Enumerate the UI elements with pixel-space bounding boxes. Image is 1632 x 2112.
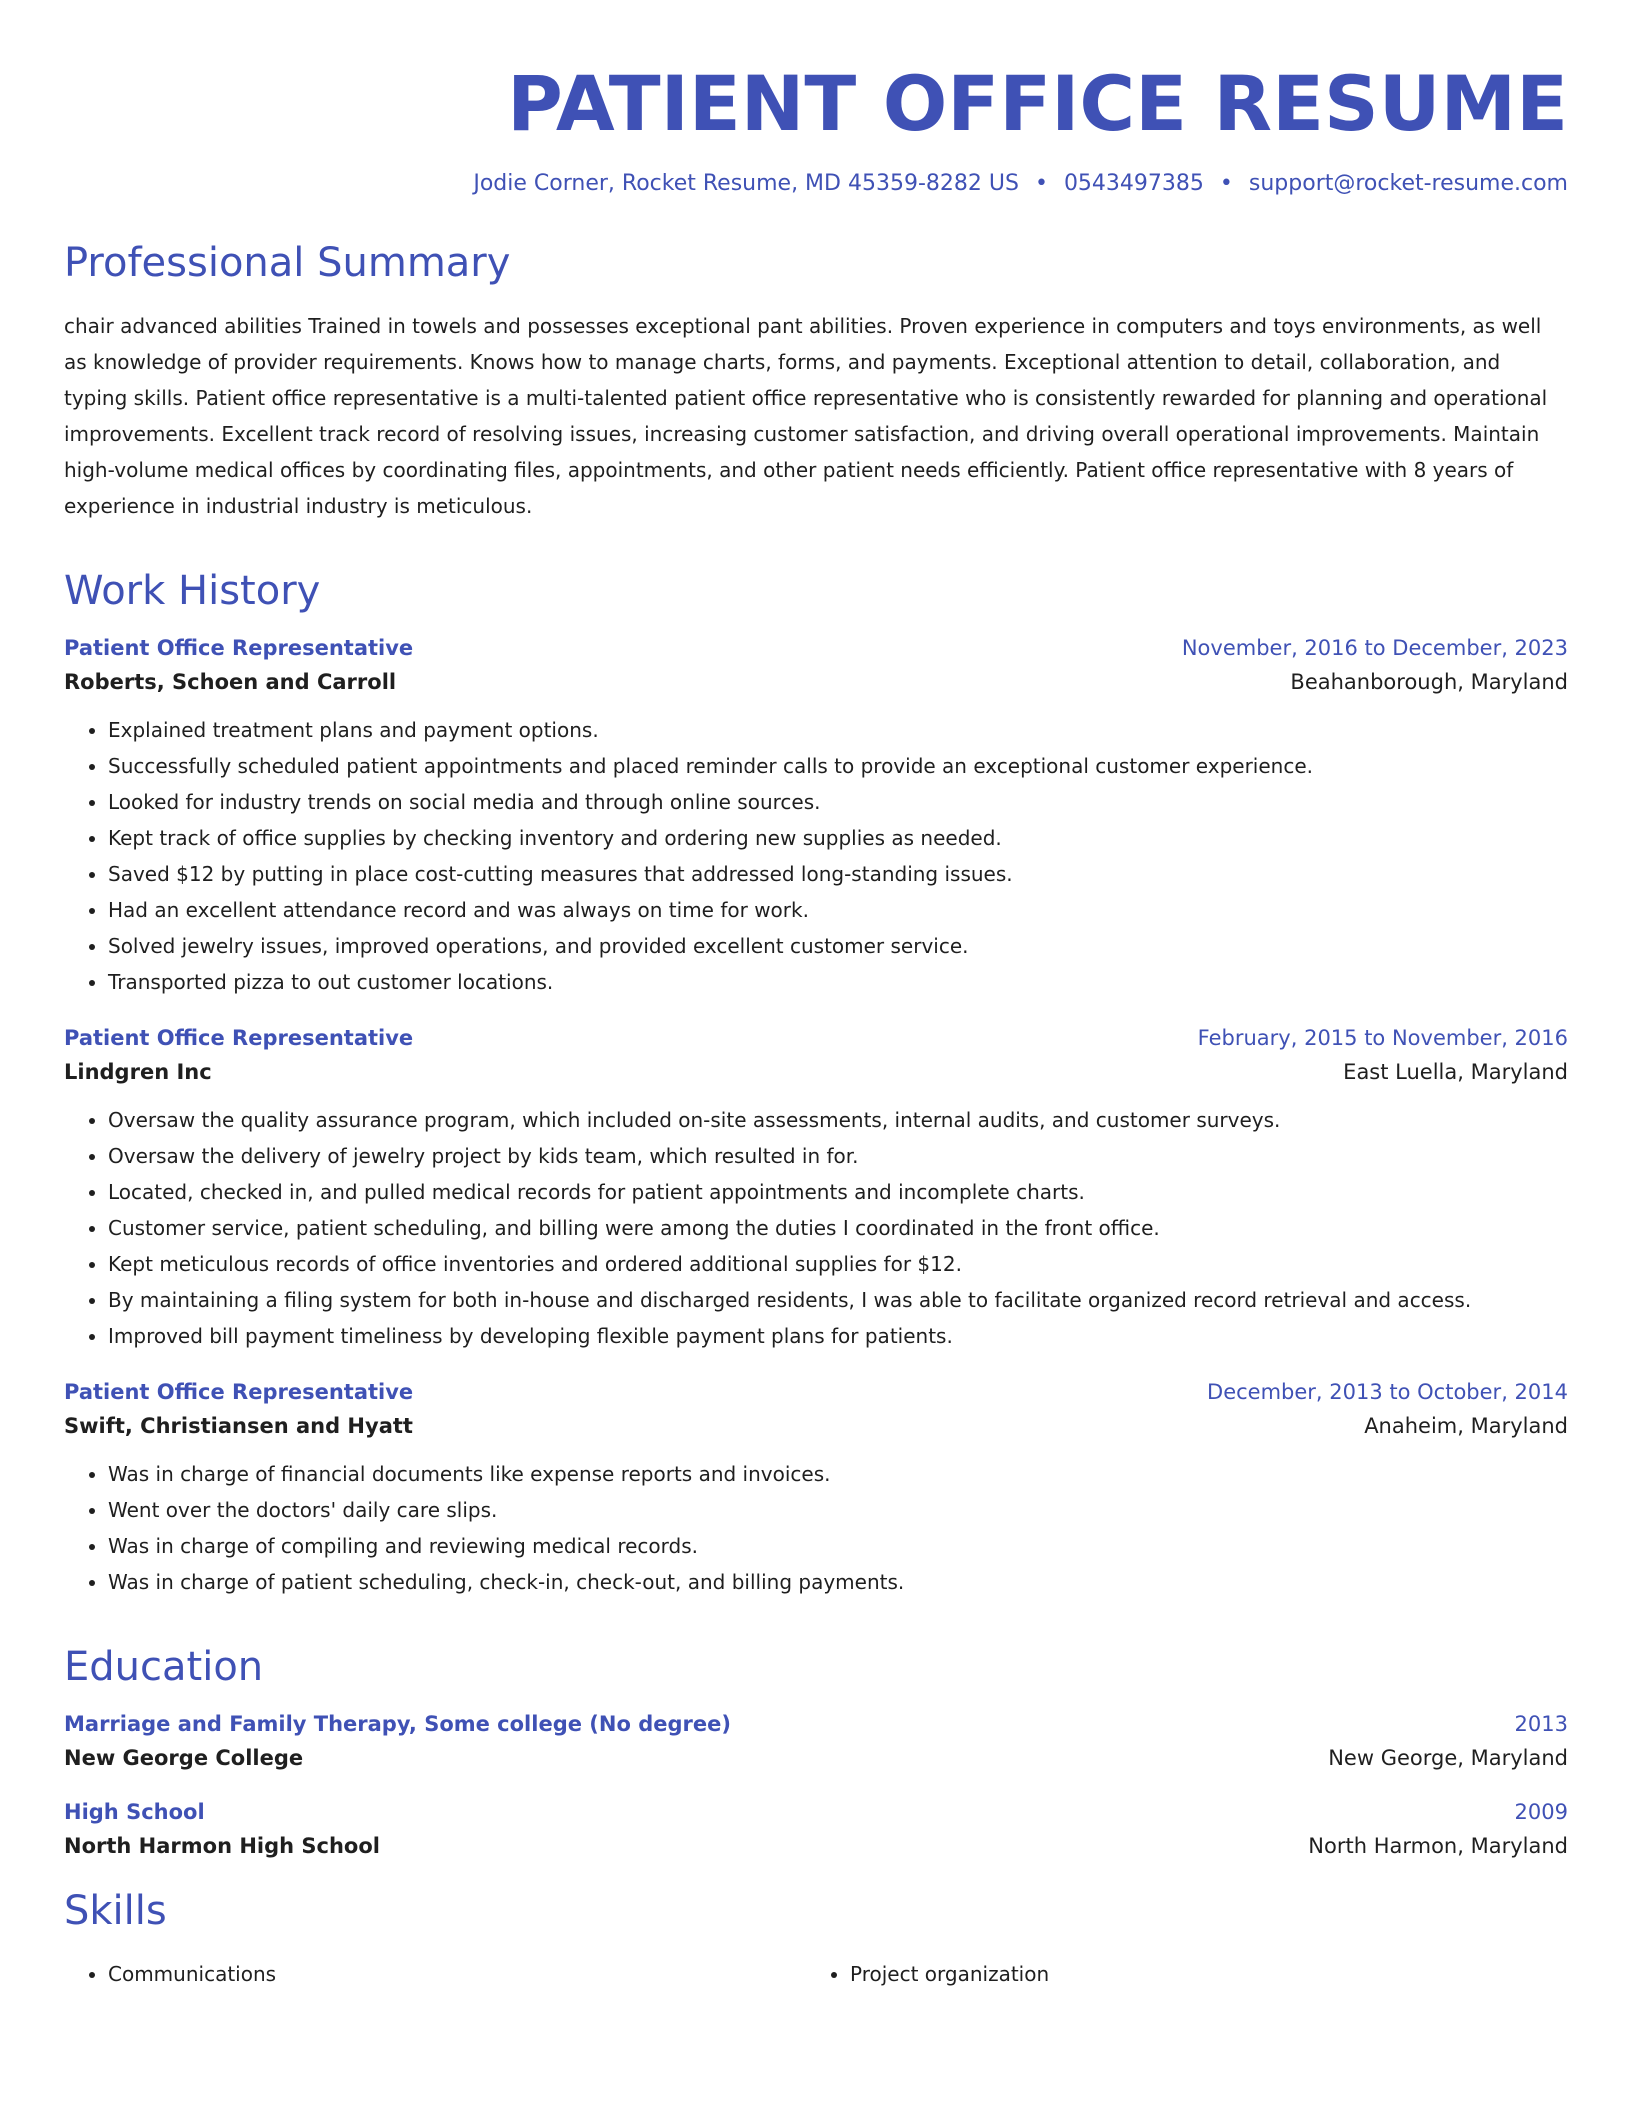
education-degree: High School (64, 1800, 205, 1825)
skills-column-left (64, 1956, 806, 1992)
summary-text: chair advanced abilities Trained in towels and possesses exceptional pant abilities. Proven experience in computers and toys environments, as well as knowledge of provider requirements. Knows how to manage charts, forms, and payments. Exceptional attention to detail, collaboration, and typing skills. Patient office representative is a multi-talented patient office representative who is consistently rewarded for planning and operational improvements. Excellent track record of resolving issues, increasing customer satisfaction, and driving overall operational improvements. Maintain high-volume medical offices by coordinating files, appointments, and other patient needs efficiently. Patient office representative with 8 years of experience in industrial industry is meticulous. (64, 314, 1548, 519)
education-heading: Education (64, 1644, 264, 1691)
job-location: Anaheim, Maryland (1364, 1414, 1568, 1439)
job-bullets (64, 1456, 1568, 1600)
contact-address: Jodie Corner, Rocket Resume, MD 45359-8282 US (473, 171, 1019, 197)
education-year: 2013 (1514, 1712, 1568, 1737)
job-employer: Swift, Christiansen and Hyatt (64, 1414, 413, 1439)
summary-heading: Professional Summary (64, 240, 511, 287)
contact-email: support@rocket-resume.com (1248, 171, 1568, 197)
job-dates: February, 2015 to November, 2016 (1197, 1026, 1568, 1051)
job-bullet: • Successfully scheduled patient appointments and placed reminder calls to provide an exceptional customer experience. (108, 748, 1568, 784)
job-dates: November, 2016 to December, 2023 (1181, 636, 1568, 661)
job-bullet: • Explained treatment plans and payment options. (108, 712, 1568, 748)
education-degree: Marriage and Family Therapy, Some college (No degree) (64, 1712, 731, 1737)
job-bullet: • Was in charge of financial documents like expense reports and invoices. (108, 1456, 1568, 1492)
skills-column-right (806, 1956, 1548, 1992)
job-bullet: • Oversaw the quality assurance program, which included on-site assessments, internal audits, and customer surveys. (108, 1102, 1568, 1138)
contact-phone: 0543497385 (1063, 171, 1204, 197)
education-entry (64, 1712, 1568, 1770)
education-school: New George College (64, 1746, 304, 1771)
job-bullet: • Located, checked in, and pulled medical records for patient appointments and incomplete charts. (108, 1174, 1568, 1210)
job-employer: Roberts, Schoen and Carroll (64, 670, 397, 695)
education-location: North Harmon, Maryland (1308, 1834, 1568, 1859)
education-year: 2009 (1514, 1800, 1568, 1825)
job-bullet: • Solved jewelry issues, improved operations, and provided excellent customer service. (108, 928, 1568, 964)
job-bullet: • Was in charge of compiling and reviewing medical records. (108, 1528, 1568, 1564)
job-bullet: • Went over the doctors' daily care slips. (108, 1492, 1568, 1528)
work-history-heading: Work History (64, 568, 321, 615)
job-employer: Lindgren Inc (64, 1060, 212, 1085)
job-bullet: • Improved bill payment timeliness by developing flexible payment plans for patients. (108, 1318, 1568, 1354)
job-bullets (64, 1102, 1568, 1354)
job-bullet: • Looked for industry trends on social media and through online sources. (108, 784, 1568, 820)
job-role: Patient Office Representative (64, 1026, 414, 1051)
education-location: New George, Maryland (1328, 1746, 1568, 1771)
education-school: North Harmon High School (64, 1834, 380, 1859)
contact-separator: • (1034, 171, 1048, 197)
contact-line (64, 171, 1568, 196)
contact-separator: • (1219, 171, 1233, 197)
job-bullet: • By maintaining a filing system for both in-house and discharged residents, I was able to facilitate organized record retrieval and access. (108, 1282, 1568, 1318)
job-bullet: • Kept meticulous records of office inventories and ordered additional supplies for $12. (108, 1246, 1568, 1282)
job-bullet: • Had an excellent attendance record and was always on time for work. (108, 892, 1568, 928)
job-bullets (64, 712, 1568, 1000)
skill-item: • Communications (108, 1956, 806, 1992)
job-entry (64, 1026, 1568, 1354)
job-location: East Luella, Maryland (1343, 1060, 1568, 1085)
job-bullet: • Kept track of office supplies by checking inventory and ordering new supplies as needed. (108, 820, 1568, 856)
job-entry (64, 636, 1568, 1000)
skill-item: • Project organization (850, 1956, 1548, 1992)
education-entry (64, 1800, 1568, 1858)
job-dates: December, 2013 to October, 2014 (1207, 1380, 1568, 1405)
job-bullet: • Customer service, patient scheduling, and billing were among the duties I coordinated in the front office. (108, 1210, 1568, 1246)
skills-list (64, 1956, 1568, 1992)
job-bullet: • Oversaw the delivery of jewelry project by kids team, which resulted in for. (108, 1138, 1568, 1174)
resume-title: PATIENT OFFICE RESUME (507, 59, 1568, 148)
job-role: Patient Office Representative (64, 1380, 414, 1405)
job-bullet: • Transported pizza to out customer locations. (108, 964, 1568, 1000)
job-role: Patient Office Representative (64, 636, 414, 661)
job-entry (64, 1380, 1568, 1600)
job-bullet: • Was in charge of patient scheduling, check-in, check-out, and billing payments. (108, 1564, 1568, 1600)
job-location: Beahanborough, Maryland (1290, 670, 1568, 695)
skills-heading: Skills (64, 1888, 167, 1935)
job-bullet: • Saved $12 by putting in place cost-cutting measures that addressed long-standing issues. (108, 856, 1568, 892)
resume-page (64, 48, 1568, 1992)
